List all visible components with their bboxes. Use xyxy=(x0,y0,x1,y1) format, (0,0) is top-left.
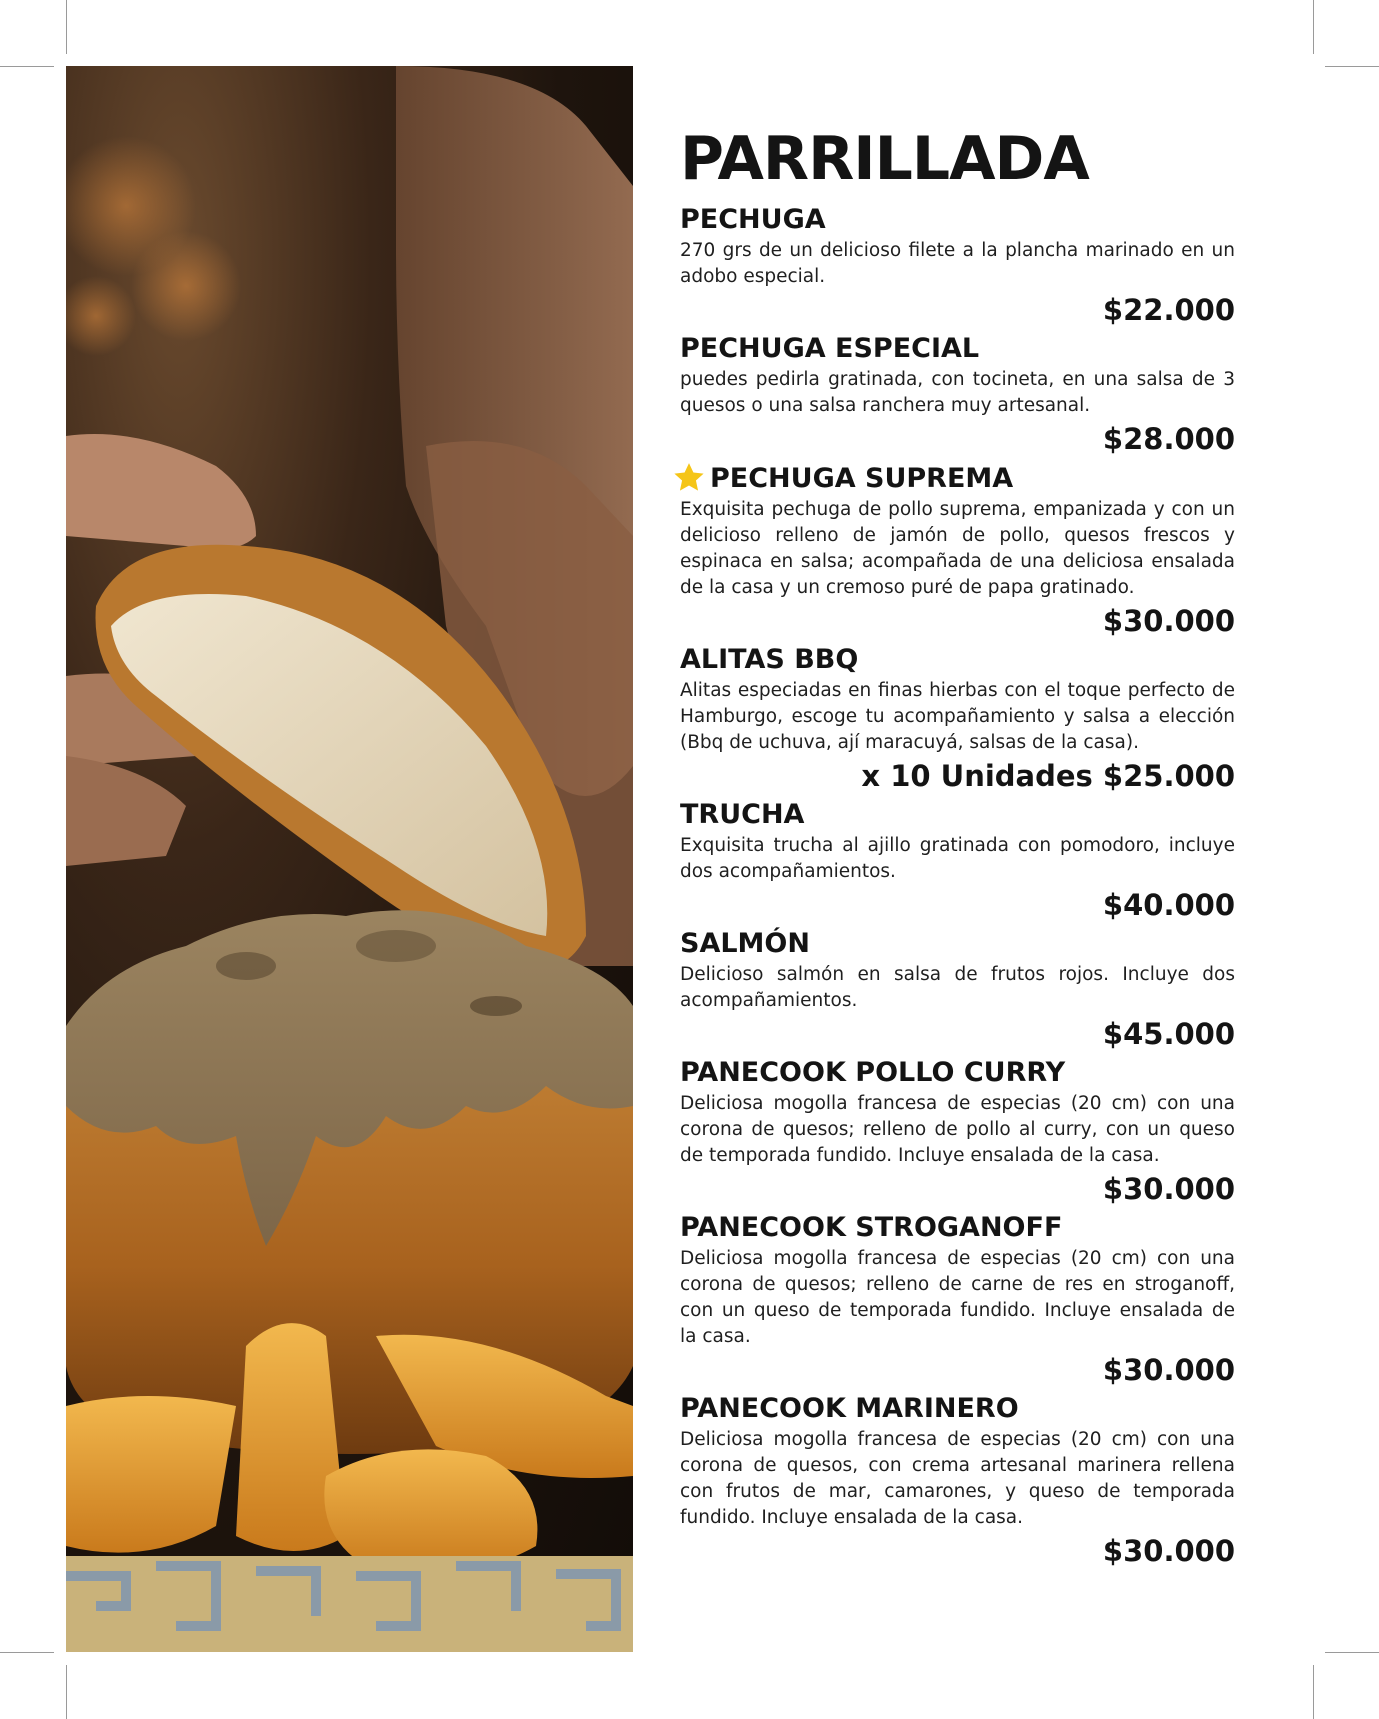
menu-item xyxy=(680,643,1235,796)
item-price: $22.000 xyxy=(1102,293,1235,327)
crop-mark xyxy=(66,0,67,54)
item-name: PANECOOK MARINERO xyxy=(680,1393,1019,1424)
item-description: Delicioso salmón en salsa de frutos rojos. Incluye dos acompañamientos. xyxy=(680,964,1235,1011)
item-price: x 10 Unidades $25.000 xyxy=(861,759,1235,793)
menu-item xyxy=(680,927,1235,1054)
item-name: TRUCHA xyxy=(680,799,805,830)
crop-mark xyxy=(1325,1652,1379,1653)
item-name: SALMÓN xyxy=(680,928,810,959)
item-description: 270 grs de un delicioso filete a la plancha marinado en un adobo especial. xyxy=(680,240,1235,287)
item-name: PECHUGA ESPECIAL xyxy=(680,333,980,364)
star-icon xyxy=(672,461,706,495)
menu-item xyxy=(680,1056,1235,1209)
menu-item xyxy=(680,1211,1235,1390)
item-description: Exquisita pechuga de pollo suprema, empanizada y con un delicioso relleno de jamón de pollo, quesos frescos y espinaca en salsa; acompañada de una deliciosa ensalada de la casa y un cremoso puré de papa gratinado. xyxy=(680,499,1235,598)
item-description: Deliciosa mogolla francesa de especias (20 cm) con una corona de quesos, con crema artesanal marinera rellena con frutos de mar, camarones, y queso de temporada fundido. Incluye ensalada de la casa. xyxy=(680,1429,1235,1528)
crop-mark xyxy=(1325,66,1379,67)
item-price: $30.000 xyxy=(1102,1172,1235,1206)
item-name: PECHUGA SUPREMA xyxy=(710,462,1014,494)
menu-item xyxy=(680,798,1235,925)
menu-section xyxy=(680,125,1235,1573)
item-name: PANECOOK STROGANOFF xyxy=(680,1212,1063,1243)
crop-mark xyxy=(0,66,54,67)
item-price: $30.000 xyxy=(1102,604,1235,638)
crop-mark xyxy=(1313,0,1314,54)
menu-item-featured xyxy=(680,461,1235,641)
item-price: $45.000 xyxy=(1102,1017,1235,1051)
item-name-row xyxy=(680,461,1235,495)
menu-item xyxy=(680,1392,1235,1571)
item-price: $40.000 xyxy=(1102,888,1235,922)
item-description: Deliciosa mogolla francesa de especias (20 cm) con una corona de quesos; relleno de pollo al curry, con un queso de temporada fundido. Incluye ensalada de la casa. xyxy=(680,1093,1235,1166)
crop-mark xyxy=(0,1652,54,1653)
menu-item xyxy=(680,332,1235,459)
item-description: puedes pedirla gratinada, con tocineta, en una salsa de 3 quesos o una salsa ranchera muy artesanal. xyxy=(680,369,1235,416)
item-price: $28.000 xyxy=(1102,422,1235,456)
item-description: Exquisita trucha al ajillo gratinada con pomodoro, incluye dos acompañamientos. xyxy=(680,835,1235,882)
food-photo xyxy=(66,66,633,1652)
crop-mark xyxy=(1313,1665,1314,1719)
item-name: ALITAS BBQ xyxy=(680,644,859,675)
item-price: $30.000 xyxy=(1102,1534,1235,1568)
item-name: PANECOOK POLLO CURRY xyxy=(680,1057,1066,1088)
crop-mark xyxy=(66,1665,67,1719)
item-description: Deliciosa mogolla francesa de especias (20 cm) con una corona de quesos; relleno de carne de res en stroganoff, con un queso de temporada fundido. Incluye ensalada de la casa. xyxy=(680,1248,1235,1347)
menu-item xyxy=(680,203,1235,330)
menu-title: PARRILLADA xyxy=(680,124,1089,194)
item-name: PECHUGA xyxy=(680,204,826,235)
item-price: $30.000 xyxy=(1102,1353,1235,1387)
item-description: Alitas especiadas en finas hierbas con el toque perfecto de Hamburgo, escoge tu acompañamiento y salsa a elección (Bbq de uchuva, ají maracuyá, salsas de la casa). xyxy=(680,680,1235,753)
